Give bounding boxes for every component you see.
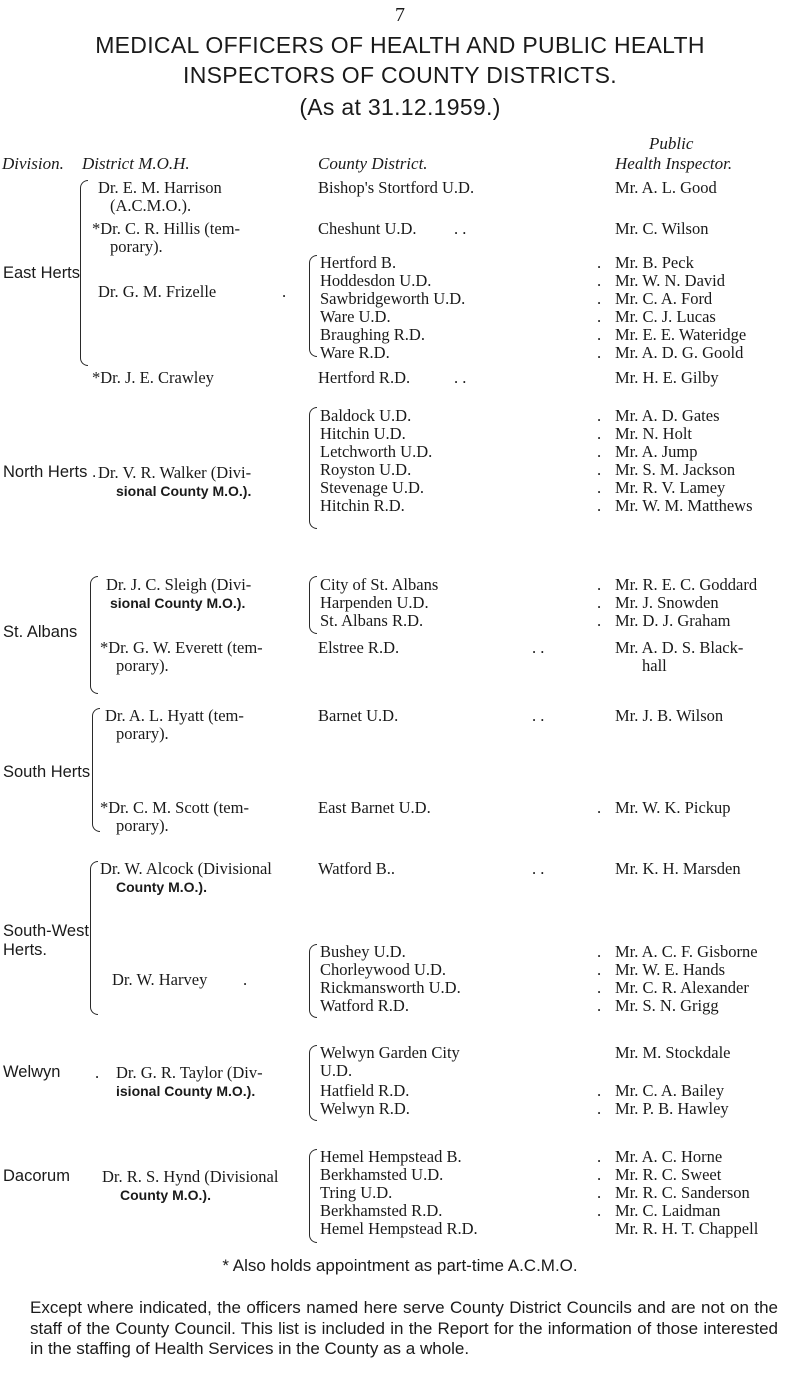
moh-sleigh: Dr. J. C. Sleigh (Divi- <box>106 575 252 594</box>
inspector-ford: Mr. C. A. Ford <box>615 289 713 308</box>
brace-east-herts <box>80 180 88 366</box>
inspector-goddard: Mr. R. E. C. Goddard <box>615 575 758 594</box>
division-north-herts: North Herts . <box>3 463 97 481</box>
brace-south-herts <box>92 708 100 832</box>
moh-sleigh-title: sional County M.O.). <box>110 595 246 611</box>
dot: . <box>597 1183 602 1202</box>
district-hatfield: Hatfield R.D. <box>320 1081 410 1100</box>
brace-st-albans <box>90 576 98 694</box>
inspector-gilby: Mr. H. E. Gilby <box>615 368 719 387</box>
division-south-herts: South Herts <box>3 763 91 781</box>
district-royston: Royston U.D. <box>320 460 412 479</box>
inspector-snowden: Mr. J. Snowden <box>615 593 719 612</box>
moh-harrison-title: (A.C.M.O.). <box>110 196 192 215</box>
moh-everett: *Dr. G. W. Everett (tem- <box>100 638 263 657</box>
moh-taylor: Dr. G. R. Taylor (Div- <box>116 1063 263 1082</box>
page-title-line-1: MEDICAL OFFICERS OF HEALTH AND PUBLIC HEALTH <box>95 32 705 58</box>
inspector-jump: Mr. A. Jump <box>615 442 698 461</box>
moh-everett-temp: porary). <box>116 656 169 675</box>
district-hemel-b: Hemel Hempstead B. <box>320 1147 462 1166</box>
district-st-albans-city: City of St. Albans <box>320 575 439 594</box>
leader: . . <box>532 859 545 878</box>
dot: . <box>597 325 602 344</box>
inspector-stockdale: Mr. M. Stockdale <box>615 1043 731 1062</box>
inspector-sweet: Mr. R. C. Sweet <box>615 1165 722 1184</box>
inspector-blackhall: Mr. A. D. S. Black- <box>615 638 744 657</box>
dot: . <box>597 1201 602 1220</box>
moh-scott: *Dr. C. M. Scott (tem- <box>100 798 249 817</box>
dot: . <box>597 289 602 308</box>
district-hertford-b: Hertford B. <box>320 253 397 272</box>
dot: . <box>597 496 602 515</box>
inspector-pickup: Mr. W. K. Pickup <box>615 798 731 817</box>
inspector-lucas: Mr. C. J. Lucas <box>615 307 716 326</box>
brace-taylor <box>309 1045 317 1121</box>
district-baldock: Baldock U.D. <box>320 406 412 425</box>
inspector-hawley: Mr. P. B. Hawley <box>615 1099 729 1118</box>
moh-hynd-title: County M.O.). <box>120 1187 211 1203</box>
dot: . <box>597 611 602 630</box>
district-bishops-stortford: Bishop's Stortford U.D. <box>318 178 475 197</box>
moh-harvey: Dr. W. Harvey <box>112 970 208 989</box>
district-hemel-rd: Hemel Hempstead R.D. <box>320 1219 478 1238</box>
leader: . . <box>454 219 467 238</box>
district-hoddesdon: Hoddesdon U.D. <box>320 271 432 290</box>
moh-taylor-title: isional County M.O.). <box>116 1083 256 1099</box>
dot: . <box>597 575 602 594</box>
dot: . <box>597 996 602 1015</box>
district-sawbridgeworth: Sawbridgeworth U.D. <box>320 289 466 308</box>
dot: . <box>597 460 602 479</box>
moh-hynd: Dr. R. S. Hynd (Divisional <box>102 1167 279 1186</box>
inspector-gisborne: Mr. A. C. F. Gisborne <box>615 942 758 961</box>
division-welwyn: Welwyn <box>3 1063 61 1081</box>
header-division: Division. <box>2 154 64 173</box>
explanatory-note: Except where indicated, the officers named here serve County District Councils and are not on the staff of the County Council. This list is included in the Report for the information of those interested in the staffing of Health Services in the County as a whole. <box>30 1298 778 1358</box>
district-berkhamsted-ud: Berkhamsted U.D. <box>320 1165 444 1184</box>
inspector-lamey: Mr. R. V. Lamey <box>615 478 726 497</box>
dot: . <box>597 442 602 461</box>
inspector-alexander: Mr. C. R. Alexander <box>615 978 749 997</box>
brace-frizelle <box>309 255 317 357</box>
leader: . . <box>532 706 545 725</box>
inspector-gates: Mr. A. D. Gates <box>615 406 720 425</box>
division-south-west-herts-cont: Herts. <box>3 941 48 959</box>
inspector-grigg: Mr. S. N. Grigg <box>615 996 719 1015</box>
inspector-wilson-c: Mr. C. Wilson <box>615 219 709 238</box>
leader: . . <box>454 368 467 387</box>
dot: . <box>597 593 602 612</box>
dot: . <box>597 978 602 997</box>
footnote: * Also holds appointment as part-time A.C.M.O. <box>222 1256 578 1275</box>
district-welwyn-gc-ud: U.D. <box>320 1061 353 1080</box>
moh-walker: Dr. V. R. Walker (Divi- <box>98 463 252 482</box>
inspector-good: Mr. A. L. Good <box>615 178 717 197</box>
dot: . <box>597 271 602 290</box>
dot: . <box>597 307 602 326</box>
district-welwyn-gc: Welwyn Garden City <box>320 1043 460 1062</box>
header-health-inspector: Health Inspector. <box>615 154 733 173</box>
as-at-date: (As at 31.12.1959.) <box>299 94 501 120</box>
inspector-holt: Mr. N. Holt <box>615 424 693 443</box>
moh-frizelle: Dr. G. M. Frizelle <box>98 282 217 301</box>
dot: . <box>597 1099 602 1118</box>
brace-walker <box>309 407 317 529</box>
district-barnet: Barnet U.D. <box>318 706 399 725</box>
district-welwyn-rd: Welwyn R.D. <box>320 1099 410 1118</box>
header-district-moh: District M.O.H. <box>82 154 190 173</box>
district-hitchin-ud: Hitchin U.D. <box>320 424 406 443</box>
inspector-goold: Mr. A. D. G. Goold <box>615 343 744 362</box>
district-letchworth: Letchworth U.D. <box>320 442 433 461</box>
dot: . <box>597 343 602 362</box>
division-dacorum: Dacorum <box>3 1167 70 1185</box>
district-hertford-rd: Hertford R.D. <box>318 368 411 387</box>
inspector-bailey: Mr. C. A. Bailey <box>615 1081 725 1100</box>
dot: . <box>597 1147 602 1166</box>
district-watford-rd: Watford R.D. <box>320 996 409 1015</box>
dot: . <box>597 798 602 817</box>
division-south-west-herts: South-West <box>3 922 89 940</box>
dot: . <box>243 970 248 989</box>
district-rickmansworth: Rickmansworth U.D. <box>320 978 461 997</box>
district-ware-ud: Ware U.D. <box>320 307 391 326</box>
dot: . <box>597 253 602 272</box>
inspector-marsden: Mr. K. H. Marsden <box>615 859 741 878</box>
inspector-horne: Mr. A. C. Horne <box>615 1147 723 1166</box>
inspector-hands: Mr. W. E. Hands <box>615 960 726 979</box>
division-st-albans: St. Albans <box>3 623 78 641</box>
inspector-wilson-jb: Mr. J. B. Wilson <box>615 706 724 725</box>
district-bushey: Bushey U.D. <box>320 942 406 961</box>
division-east-herts: East Herts <box>3 264 81 282</box>
dot: . <box>597 424 602 443</box>
district-elstree: Elstree R.D. <box>318 638 400 657</box>
inspector-blackhall-cont: hall <box>642 656 667 675</box>
dot: . <box>597 406 602 425</box>
moh-walker-title: sional County M.O.). <box>116 483 252 499</box>
moh-hyatt: Dr. A. L. Hyatt (tem- <box>105 706 244 725</box>
brace-hynd <box>309 1149 317 1243</box>
inspector-sanderson: Mr. R. C. Sanderson <box>615 1183 750 1202</box>
dot: . <box>597 1081 602 1100</box>
inspector-chappell: Mr. R. H. T. Chappell <box>615 1219 759 1238</box>
district-tring: Tring U.D. <box>320 1183 393 1202</box>
district-berkhamsted-rd: Berkhamsted R.D. <box>320 1201 443 1220</box>
district-harpenden: Harpenden U.D. <box>320 593 429 612</box>
brace-south-west-herts <box>90 861 98 1015</box>
district-cheshunt: Cheshunt U.D. <box>318 219 417 238</box>
inspector-peck: Mr. B. Peck <box>615 253 694 272</box>
brace-sleigh <box>309 576 317 634</box>
district-hitchin-rd: Hitchin R.D. <box>320 496 405 515</box>
brace-harvey <box>309 944 317 1018</box>
dot: . <box>597 960 602 979</box>
dot: . <box>597 942 602 961</box>
header-county-district: County District. <box>318 154 428 173</box>
moh-alcock-title: County M.O.). <box>116 879 207 895</box>
inspector-graham: Mr. D. J. Graham <box>615 611 731 630</box>
inspector-david: Mr. W. N. David <box>615 271 726 290</box>
moh-crawley: *Dr. J. E. Crawley <box>92 368 214 387</box>
moh-harrison: Dr. E. M. Harrison <box>98 178 222 197</box>
page-title-line-2: INSPECTORS OF COUNTY DISTRICTS. <box>183 62 617 88</box>
moh-scott-temp: porary). <box>116 816 169 835</box>
district-chorleywood: Chorleywood U.D. <box>320 960 447 979</box>
inspector-wateridge: Mr. E. E. Wateridge <box>615 325 747 344</box>
district-st-albans-rd: St. Albans R.D. <box>320 611 424 630</box>
district-east-barnet: East Barnet U.D. <box>318 798 431 817</box>
moh-hillis-temp: porary). <box>110 237 163 256</box>
district-stevenage: Stevenage U.D. <box>320 478 425 497</box>
dot: . <box>282 282 287 301</box>
moh-hyatt-temp: porary). <box>116 724 169 743</box>
inspector-jackson: Mr. S. M. Jackson <box>615 460 736 479</box>
moh-alcock: Dr. W. Alcock (Divisional <box>100 859 272 878</box>
inspector-matthews: Mr. W. M. Matthews <box>615 496 753 515</box>
district-braughing: Braughing R.D. <box>320 325 425 344</box>
dot: . <box>597 478 602 497</box>
inspector-laidman: Mr. C. Laidman <box>615 1201 721 1220</box>
dot: . <box>597 1165 602 1184</box>
moh-hillis: *Dr. C. R. Hillis (tem- <box>92 219 241 238</box>
district-ware-rd: Ware R.D. <box>320 343 390 362</box>
dot: . <box>95 1063 100 1082</box>
header-public: Public <box>649 134 694 153</box>
page-number: 7 <box>395 4 405 26</box>
district-watford-b: Watford B.. <box>318 859 396 878</box>
leader: . . <box>532 638 545 657</box>
